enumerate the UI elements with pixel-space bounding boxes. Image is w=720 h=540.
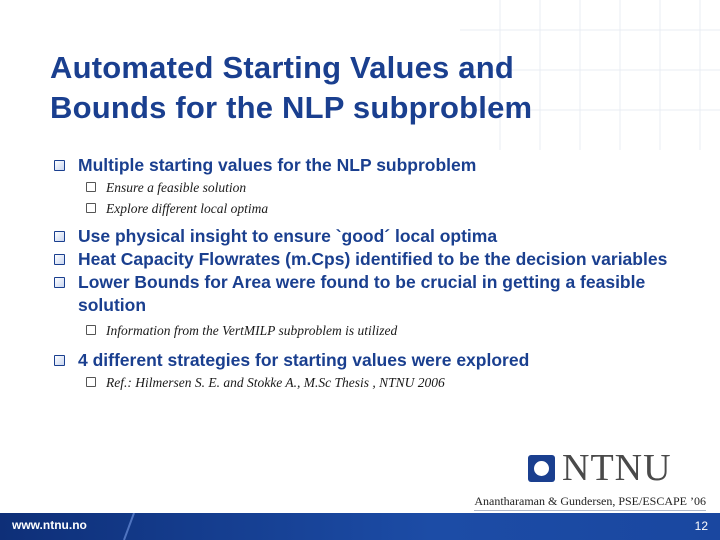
sub-bullet-1-2-text: Explore different local optima: [106, 201, 269, 216]
bullet-list: [54, 154, 674, 393]
bullet-4: [54, 271, 674, 317]
slide-title: [50, 48, 670, 128]
bullet-1-text: Multiple starting values for the NLP subproblem: [78, 155, 477, 175]
bullet-box-icon: [54, 355, 65, 366]
sub-bullet-box-icon: [86, 377, 96, 387]
ntnu-logo-text: NTNU: [562, 447, 672, 489]
author-credit: Anantharaman & Gundersen, PSE/ESCAPE ’06: [474, 494, 706, 511]
sub-bullet-box-icon: [86, 182, 96, 192]
bullet-box-icon: [54, 254, 65, 265]
page-number: 12: [694, 519, 708, 533]
footer-bar: [0, 513, 720, 540]
bullet-1: [54, 154, 674, 177]
bullet-box-icon: [54, 231, 65, 242]
ntnu-logo-mark-icon: [528, 455, 555, 482]
sub-bullet-1-1: [86, 177, 674, 198]
sub-bullet-1-2: [86, 198, 674, 219]
ntnu-logo: [528, 447, 688, 489]
bullet-5: [54, 349, 674, 372]
sub-bullet-1-1-text: Ensure a feasible solution: [106, 180, 247, 195]
bullet-2: [54, 225, 674, 248]
bullet-3-text: Heat Capacity Flowrates (m.Cps) identified to be the decision variables: [78, 249, 668, 269]
sub-bullet-box-icon: [86, 325, 96, 335]
sub-bullet-5-1-text: Ref.: Hilmersen S. E. and Stokke A., M.Sc Thesis , NTNU 2006: [106, 375, 445, 390]
sub-bullet-box-icon: [86, 203, 96, 213]
bullet-box-icon: [54, 277, 65, 288]
sub-bullet-4-1-text: Information from the VertMILP subproblem is utilized: [106, 323, 398, 338]
footer-slash-decoration-icon: [120, 513, 150, 540]
sub-bullet-4-1: [86, 320, 674, 341]
bullet-box-icon: [54, 160, 65, 171]
title-line-2: Bounds for the NLP subproblem: [50, 90, 533, 125]
bullet-2-text: Use physical insight to ensure `good´ local optima: [78, 226, 498, 246]
bullet-5-text: 4 different strategies for starting values were explored: [78, 350, 530, 370]
sub-bullet-5-1: [86, 372, 674, 393]
footer-url-link[interactable]: www.ntnu.no: [12, 518, 87, 532]
bullet-3: [54, 248, 674, 271]
title-line-1: Automated Starting Values and: [50, 50, 514, 85]
bullet-4-text: Lower Bounds for Area were found to be crucial in getting a feasible solution: [78, 272, 646, 315]
